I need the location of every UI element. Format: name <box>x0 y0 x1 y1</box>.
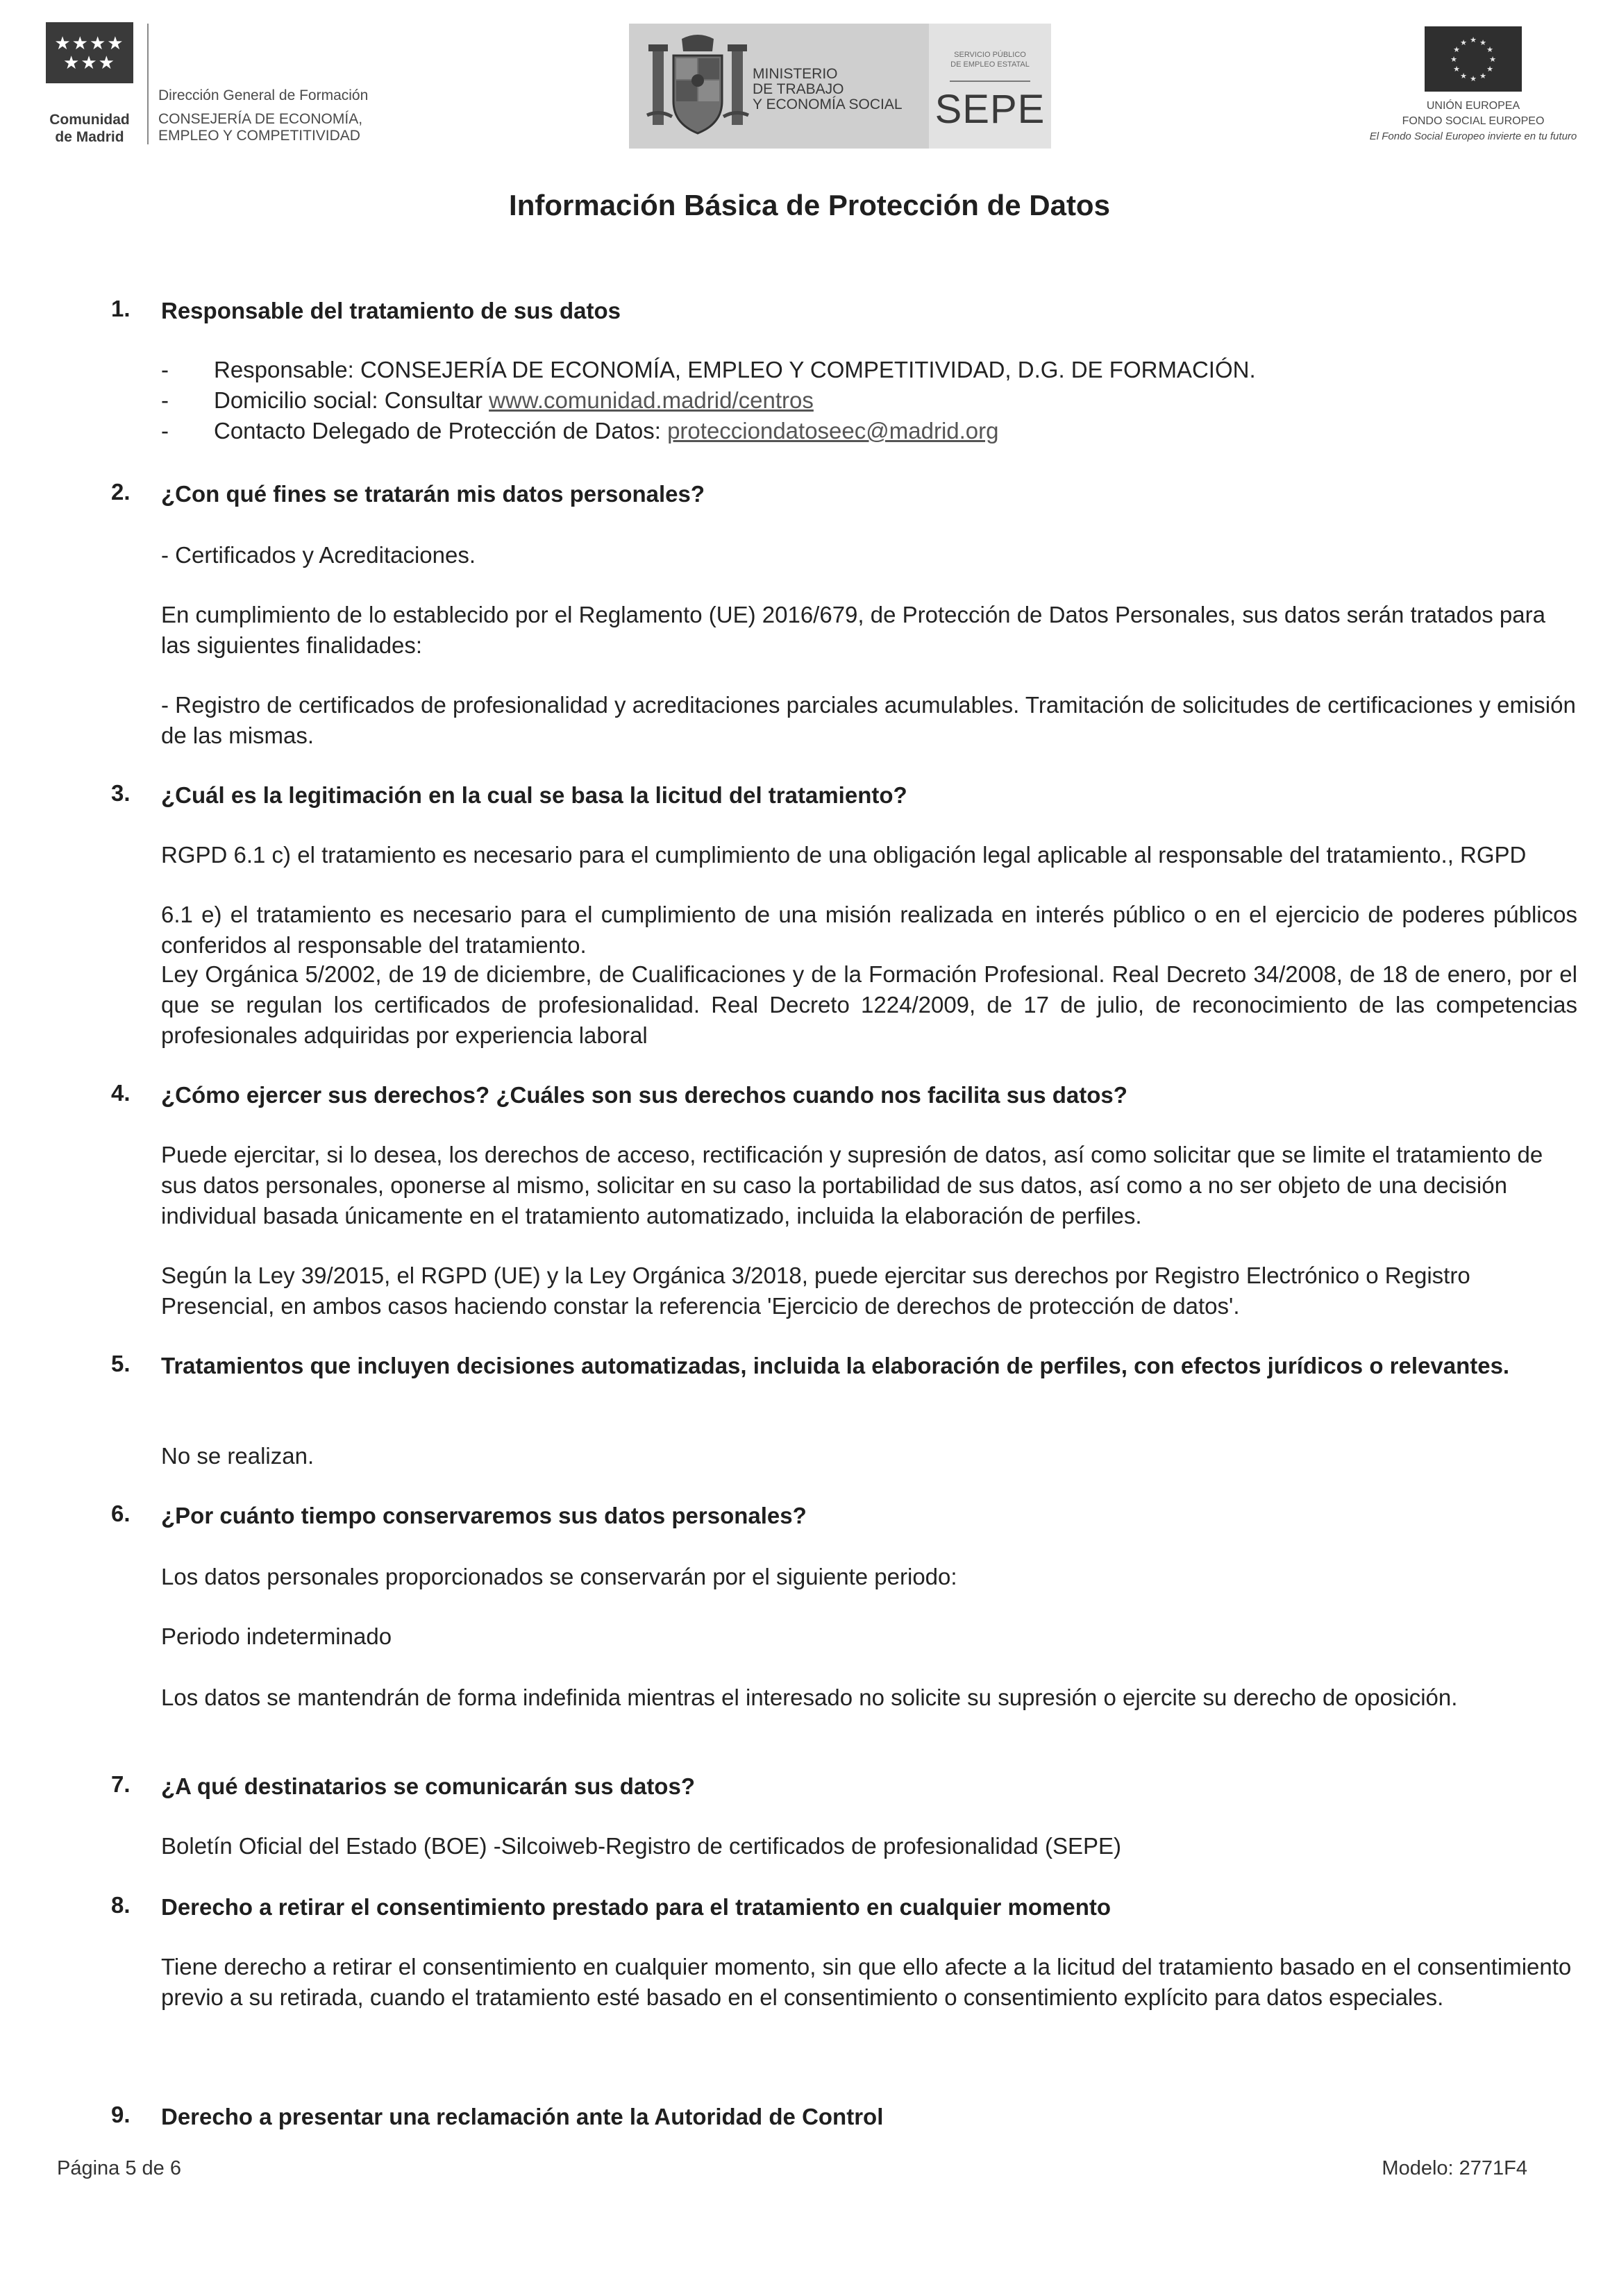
svg-text:★: ★ <box>1470 74 1477 83</box>
section-8-paragraph-1: Tiene derecho a retirar el consentimiento en cualquier momento, sin que ello afecte a la licitud del tratamiento basado en el consentimiento previo a su retirada, cuando el tratamiento esté basado en el consentimiento o consentimiento explícito para datos especiales. <box>161 1954 1572 2010</box>
section-6-paragraph-3: Los datos se mantendrán de forma indefinida mientras el interesado no solicite su supresión o ejercite su derecho de oposición. <box>161 1685 1458 1710</box>
comunidad-stars-icon: ★★★★ ★★★ <box>54 33 125 73</box>
sepe-subtitle-line1: SERVICIO PÚBLICO <box>954 51 1026 59</box>
section-5-heading: Tratamientos que incluyen decisiones automatizadas, incluida la elaboración de perfiles, con efectos jurídicos o relevantes. <box>161 1353 1510 1378</box>
section-9-heading: Derecho a presentar una reclamación ante la Autoridad de Control <box>161 2104 884 2129</box>
section-8-heading: Derecho a retirar el consentimiento prestado para el tratamiento en cualquier momento <box>161 1894 1112 1920</box>
section-2-paragraph-3: - Registro de certificados de profesionalidad y acreditaciones parciales acumulables. Tramitación de solicitudes de certificaciones y emisión de las mismas. <box>161 692 1576 748</box>
section-4-heading: ¿Cómo ejercer sus derechos? ¿Cuáles son sus derechos cuando nos facilita sus datos? <box>161 1082 1127 1108</box>
section-6-paragraph-2: Periodo indeterminado <box>161 1623 392 1649</box>
ministerio-line1: MINISTERIO <box>753 66 838 82</box>
comunidad-name-line2: de Madrid <box>55 129 124 145</box>
delegado-item <box>214 418 999 444</box>
svg-text:★: ★ <box>1450 55 1457 64</box>
svg-text:★: ★ <box>1470 35 1477 44</box>
svg-text:★: ★ <box>1486 45 1493 54</box>
section-4-paragraph-1: Puede ejercitar, si lo desea, los derechos de acceso, rectificación y supresión de datos, así como solicitar que se limite el tratamiento de sus datos personales, oponerse al mismo, solicitar en su caso la portabilidad de sus datos, así como a no ser objeto de una decisión individual basada únicamente en el tratamiento automatizado, incluida la elaboración de perfiles. <box>161 1142 1543 1229</box>
sepe-rule <box>950 81 1030 82</box>
section-4-paragraph-2: Según la Ley 39/2015, el RGPD (UE) y la Ley Orgánica 3/2018, puede ejercitar sus derechos por Registro Electrónico o Registro Presencial, en ambos casos haciendo constar la referencia 'Ejercicio de derechos de protección de datos'. <box>161 1263 1470 1319</box>
section-6-number: 6. <box>111 1501 131 1526</box>
consejeria-line1: CONSEJERÍA DE ECONOMÍA, <box>158 111 363 127</box>
section-3-paragraph-2: 6.1 e) el tratamiento es necesario para el cumplimiento de una misión realizada en interés público o en el ejercicio de poderes públicos conferidos al responsable del tratamiento. <box>161 902 1577 958</box>
section-3-heading: ¿Cuál es la legitimación en la cual se basa la licitud del tratamiento? <box>161 782 907 808</box>
responsable-item: Responsable: CONSEJERÍA DE ECONOMÍA, EMPLEO Y COMPETITIVIDAD, D.G. DE FORMACIÓN. <box>214 357 1256 382</box>
fse-name: FONDO SOCIAL EUROPEO <box>1402 115 1545 127</box>
svg-text:★: ★ <box>1479 38 1486 47</box>
svg-text:★: ★ <box>1489 55 1496 64</box>
section-3-number: 3. <box>111 780 131 806</box>
fse-slogan: El Fondo Social Europeo invierte en tu futuro <box>1369 130 1577 142</box>
consejeria-line2: EMPLEO Y COMPETITIVIDAD <box>158 128 360 144</box>
svg-text:★: ★ <box>1486 65 1493 74</box>
svg-text:★: ★ <box>1460 71 1467 81</box>
ministerio-name <box>753 67 903 112</box>
eu-stars-icon <box>1425 26 1522 92</box>
ministerio-line2: DE TRABAJO <box>753 81 844 97</box>
bullet-dash: - <box>161 418 169 444</box>
section-7-number: 7. <box>111 1771 131 1797</box>
comunidad-name-line1: Comunidad <box>49 112 130 128</box>
svg-text:★: ★ <box>1479 71 1486 81</box>
eu-flag-logo <box>1425 26 1522 92</box>
eu-name: UNIÓN EUROPEA <box>1426 100 1520 112</box>
page-number: Página 5 de 6 <box>57 2157 181 2179</box>
section-1-number: 1. <box>111 296 131 321</box>
section-2-paragraph-2: En cumplimiento de lo establecido por el Reglamento (UE) 2016/679, de Protección de Datos Personales, sus datos serán tratados para las siguientes finalidades: <box>161 602 1545 658</box>
ministerio-logo <box>629 24 929 149</box>
section-8-number: 8. <box>111 1892 131 1918</box>
consejeria-name <box>158 111 362 144</box>
section-9-number: 9. <box>111 2102 131 2127</box>
sepe-logo <box>929 24 1051 149</box>
ministerio-line3: Y ECONOMÍA SOCIAL <box>753 96 903 112</box>
header-divider <box>147 24 149 144</box>
bullet-dash: - <box>161 387 169 413</box>
comunidad-madrid-logo <box>46 22 133 83</box>
domicilio-item <box>214 387 814 414</box>
model-code: Modelo: 2771F4 <box>1382 2157 1527 2179</box>
delegado-label: Contacto Delegado de Protección de Datos: <box>214 418 668 444</box>
sepe-wordmark: SEPE <box>934 87 1046 132</box>
section-2-heading: ¿Con qué fines se tratarán mis datos personales? <box>161 481 705 507</box>
section-5-paragraph-1: No se realizan. <box>161 1443 314 1469</box>
section-5-number: 5. <box>111 1351 131 1376</box>
page-title: Información Básica de Protección de Datos <box>509 189 1110 221</box>
section-6-paragraph-1: Los datos personales proporcionados se conservarán por el siguiente periodo: <box>161 1564 957 1589</box>
sepe-subtitle-line2: DE EMPLEO ESTATAL <box>950 60 1030 69</box>
svg-text:★: ★ <box>1453 65 1460 74</box>
delegado-email-link[interactable]: protecciondatoseec@madrid.org <box>667 418 999 444</box>
section-2-paragraph-1: - Certificados y Acreditaciones. <box>161 542 476 568</box>
section-3-paragraph-1: RGPD 6.1 c) el tratamiento es necesario para el cumplimiento de una obligación legal aplicable al responsable del tratamiento., RGPD <box>161 842 1527 868</box>
section-1-heading: Responsable del tratamiento de sus datos <box>161 298 621 323</box>
section-2-number: 2. <box>111 479 131 505</box>
section-7-heading: ¿A qué destinatarios se comunicarán sus datos? <box>161 1773 695 1799</box>
section-6-heading: ¿Por cuánto tiempo conservaremos sus datos personales? <box>161 1503 807 1528</box>
section-7-paragraph-1: Boletín Oficial del Estado (BOE) -Silcoiweb-Registro de certificados de profesionalidad (SEPE) <box>161 1833 1121 1859</box>
direccion-general: Dirección General de Formación <box>158 87 369 103</box>
comunidad-madrid-name <box>40 111 139 146</box>
svg-text:★: ★ <box>1453 45 1460 54</box>
section-4-number: 4. <box>111 1080 131 1106</box>
centros-link[interactable]: www.comunidad.madrid/centros <box>489 387 814 413</box>
bullet-dash: - <box>161 357 169 382</box>
section-3-paragraph-3: Ley Orgánica 5/2002, de 19 de diciembre, de Cualificaciones y de la Formación Profesional. Real Decreto 34/2008, de 18 de enero, por el que se regulan los certificados de profesionalidad. Real Decreto 1224/2009, de 17 de julio, de reconocimiento de las competencias profesionales adquiridas por experiencia laboral <box>161 961 1577 1048</box>
sepe-subtitle <box>929 50 1051 69</box>
domicilio-label: Domicilio social: Consultar <box>214 387 489 413</box>
spain-coat-of-arms-icon <box>646 32 750 140</box>
svg-text:★: ★ <box>1460 38 1467 47</box>
